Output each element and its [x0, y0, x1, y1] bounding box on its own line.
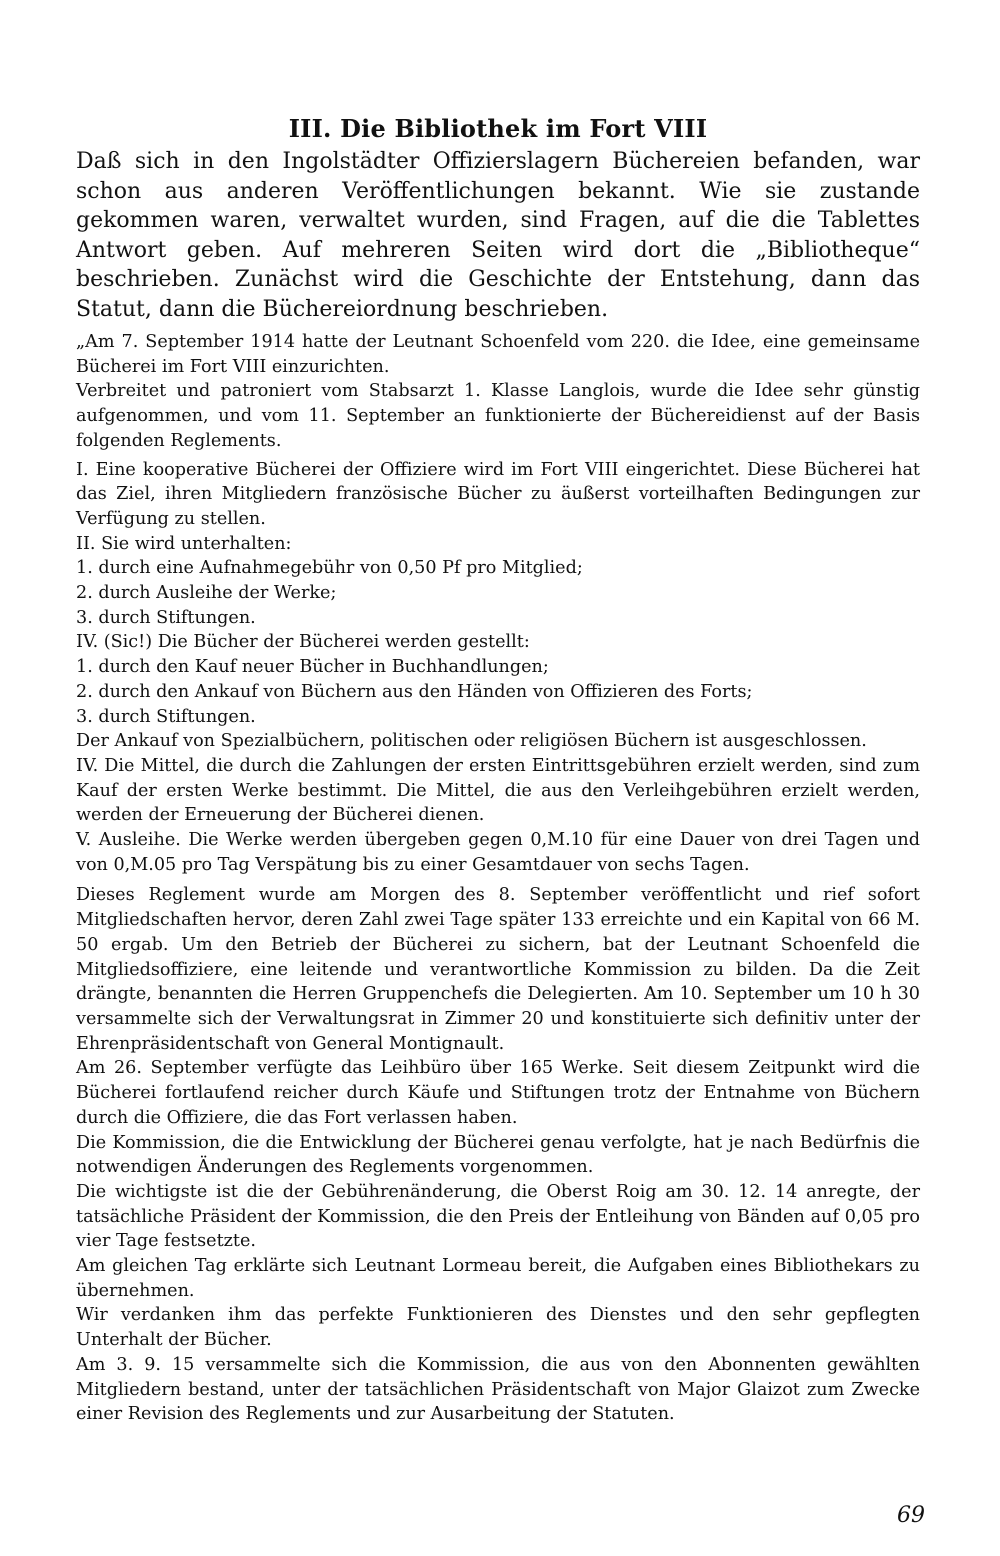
body-paragraph: Dieses Reglement wurde am Morgen des 8. September veröffentlicht und rief sofort Mitgliedschaften hervor, deren Zahl zwei Tage später 133 erreichte und ein Kapital von 66 M. 50 ergab. Um den Betrieb der Bücherei zu sichern, bat der Leutnant Schoenfeld die Mitgliedsoffiziere, eine leitende und verantwortliche Kommission zu bilden. Da die Zeit drängte, benannten die Herren Gruppenchefs die Delegierten. Am 10. September um 10 h 30 versammelte sich der Verwaltungsrat in Zimmer 20 und konstituierte sich definitiv unter der Ehrenpräsidentschaft von General Montignault. [76, 885, 920, 1054]
quote-line: IV. (Sic!) Die Bücher der Bücherei werden gestellt: [76, 632, 530, 653]
quote-line: 3. durch Stiftungen. [76, 607, 256, 628]
quote-line: „Am 7. September 1914 hatte der Leutnant Schoenfeld vom 220. die Idee, eine gemeinsame Bücherei im Fort VIII einzurichten. [76, 332, 920, 377]
quoted-reglement [76, 330, 920, 877]
quote-line: 1. durch den Kauf neuer Bücher in Buchhandlungen; [76, 657, 549, 678]
body-paragraph: Am gleichen Tag erklärte sich Leutnant Lormeau bereit, die Aufgaben eines Bibliothekars zu übernehmen. [76, 1256, 920, 1301]
quote-line: 2. durch den Ankauf von Büchern aus den Händen von Offizieren des Forts; [76, 681, 753, 702]
section-heading: III. Die Bibliothek im Fort VIII [288, 114, 708, 143]
body-paragraph: Wir verdanken ihm das perfekte Funktionieren des Dienstes und den sehr gepflegten Unterhalt der Bücher. [76, 1305, 920, 1351]
quote-line: II. Sie wird unterhalten: [76, 533, 292, 554]
quote-line: IV. Die Mittel, die durch die Zahlungen der ersten Eintrittsgebühren erzielt werden, sind zum Kauf der ersten Werke bestimmt. Die Mittel, die aus den Verleihgebühren erzielt werden, werden der Erneuerung der Bücherei dienen. [76, 755, 920, 826]
body-paragraph: Am 3. 9. 15 versammelte sich die Kommission, die aus von den Abonnenten gewählten Mitgliedern bestand, unter der tatsächlichen Präsidentschaft von Major Glaizot zum Zwecke einer Revision des Reglements und zur Ausarbeitung der Statuten. [76, 1354, 920, 1425]
quote-line: 3. durch Stiftungen. [76, 706, 256, 727]
quote-line: Der Ankauf von Spezialbüchern, politischen oder religiösen Büchern ist ausgeschlossen. [76, 731, 867, 752]
main-text [76, 883, 920, 1426]
page-number: 69 [897, 1503, 925, 1528]
quote-line: I. Eine kooperative Bücherei der Offiziere wird im Fort VIII eingerichtet. Diese Bücherei hat das Ziel, ihren Mitgliedern französische Bücher zu äußerst vorteilhaften Bedingungen zur Verfügung zu stellen. [76, 459, 920, 529]
quote-line: V. Ausleihe. Die Werke werden übergeben gegen 0,M.10 für eine Dauer von drei Tagen und von 0,M.05 pro Tag Verspätung bis zu einer Gesamtdauer von sechs Tagen. [76, 830, 920, 875]
intro-paragraph: Daß sich in den Ingolstädter Offizierslagern Büchereien befanden, war schon aus anderen Veröffentlichungen bekannt. Wie sie zustande gekommen waren, verwaltet wurden, sind Fragen, auf die die Tablettes Antwort geben. Auf mehreren Seiten wird dort die „Bibliotheque“ beschrieben. Zunächst wird die Geschichte der Entstehung, dann das Statut, dann die Büchereiordnung beschrieben. [76, 149, 920, 322]
body-paragraph: Am 26. September verfügte das Leihbüro über 165 Werke. Seit diesem Zeitpunkt wird die Bücherei fortlaufend reicher durch Käufe und Stiftungen trotz der Entnahme von Büchern durch die Offiziere, die das Fort verlassen haben. [76, 1058, 920, 1128]
body-paragraph: Die wichtigste ist die der Gebührenänderung, die Oberst Roig am 30. 12. 14 anregte, der tatsächliche Präsident der Kommission, die den Preis der Entleihung von Bänden auf 0,05 pro vier Tage festsetzte. [76, 1181, 920, 1252]
quote-line: Verbreitet und patroniert vom Stabsarzt 1. Klasse Langlois, wurde die Idee sehr günstig aufgenommen, und vom 11. September an funktionierte der Büchereidienst auf der Basis folgenden Reglements. [76, 381, 920, 451]
body-paragraph: Die Kommission, die die Entwicklung der Bücherei genau verfolgte, hat je nach Bedürfnis die notwendigen Änderungen des Reglements vorgenommen. [76, 1132, 920, 1178]
page-body [76, 113, 920, 1427]
quote-line: 2. durch Ausleihe der Werke; [76, 583, 337, 604]
quote-line: 1. durch eine Aufnahmegebühr von 0,50 Pf pro Mitglied; [76, 558, 583, 579]
